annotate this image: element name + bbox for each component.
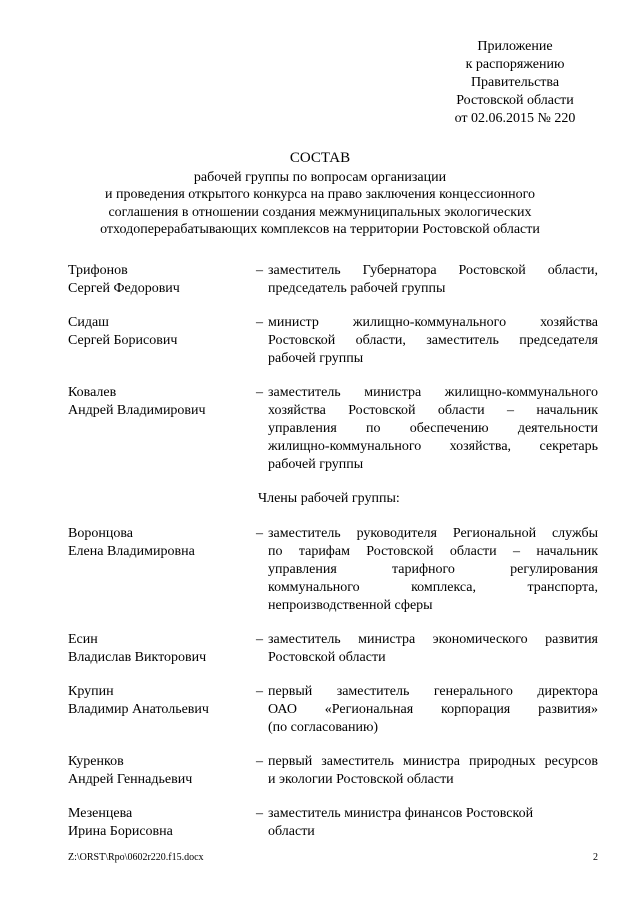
role-line: министр жилищно-коммунального хозяйства xyxy=(268,315,598,330)
file-path: Z:\ORST\Rpo\0602r220.f15.docx xyxy=(68,852,204,863)
member-given-name: Владимир Анатольевич xyxy=(68,702,209,717)
dash: – xyxy=(256,806,263,821)
member-row xyxy=(68,753,598,789)
dash: – xyxy=(256,385,263,400)
member-role xyxy=(268,805,598,841)
member-row xyxy=(68,314,598,368)
member-given-name: Елена Владимировна xyxy=(68,544,195,559)
member-given-name: Сергей Федорович xyxy=(68,281,180,296)
role-line: коммунального комплекса, транспорта, xyxy=(268,580,598,595)
role-line: управления тарифного регулирования xyxy=(268,562,598,577)
member-role xyxy=(268,631,598,667)
role-line: (по согласованию) xyxy=(268,720,379,735)
member-surname: Сидаш xyxy=(68,315,109,330)
member-row xyxy=(68,262,598,298)
dash: – xyxy=(256,263,263,278)
document-title: СОСТАВ xyxy=(289,150,351,166)
member-row xyxy=(68,805,598,841)
page-footer xyxy=(68,852,598,863)
role-line: рабочей группы xyxy=(268,351,364,366)
role-line: Ростовской области xyxy=(268,650,386,665)
members-subheading: Члены рабочей группы: xyxy=(258,491,400,506)
member-role xyxy=(268,314,598,368)
member-role xyxy=(268,753,598,789)
member-name xyxy=(68,805,256,841)
member-name xyxy=(68,314,256,368)
role-line: заместитель руководителя Региональной службы xyxy=(268,526,598,541)
heading-line: рабочей группы по вопросам организации xyxy=(193,169,447,185)
role-line: непроизводственной сферы xyxy=(268,598,433,613)
role-line: хозяйства Ростовской области – начальник xyxy=(268,403,598,418)
member-row xyxy=(68,525,598,615)
member-row xyxy=(68,683,598,737)
member-given-name: Ирина Борисовна xyxy=(68,824,173,839)
member-surname: Ковалев xyxy=(68,385,117,400)
appendix-line: Приложение xyxy=(477,39,553,54)
member-given-name: Владислав Викторович xyxy=(68,650,207,665)
role-line: заместитель министра экономического развития xyxy=(268,632,598,647)
member-role xyxy=(268,525,598,615)
member-role xyxy=(268,384,598,474)
member-role xyxy=(268,262,598,298)
role-line: по тарифам Ростовской области – начальник xyxy=(268,544,598,559)
dash: – xyxy=(256,315,263,330)
appendix-line: Ростовской области xyxy=(456,93,574,108)
member-name xyxy=(68,262,256,298)
role-line: управления по обеспечению деятельности xyxy=(268,421,598,436)
member-name xyxy=(68,683,256,737)
dash: – xyxy=(256,754,263,769)
member-name xyxy=(68,525,256,615)
page-number: 2 xyxy=(593,852,598,863)
heading-line: отходоперерабатывающих комплексов на территории Ростовской области xyxy=(100,222,540,237)
role-line: Ростовской области, заместитель председателя xyxy=(268,333,598,348)
member-role xyxy=(268,683,598,737)
role-line: рабочей группы xyxy=(268,457,364,472)
role-line: заместитель министра финансов Ростовской xyxy=(268,806,534,821)
document-heading xyxy=(60,150,580,239)
appendix-line: от 02.06.2015 № 220 xyxy=(454,111,576,126)
role-line: и экологии Ростовской области xyxy=(268,772,454,787)
member-name xyxy=(68,384,256,474)
role-line: первый заместитель министра природных ресурсов xyxy=(268,754,598,769)
dash: – xyxy=(256,526,263,541)
member-surname: Трифонов xyxy=(68,263,128,278)
role-line: жилищно-коммунального хозяйства, секретарь xyxy=(268,439,598,454)
member-given-name: Андрей Геннадьевич xyxy=(68,772,193,787)
member-row xyxy=(68,631,598,667)
role-line: заместитель Губернатора Ростовской области, xyxy=(268,263,598,278)
appendix-line: Правительства xyxy=(470,75,560,90)
appendix-line: к распоряжению xyxy=(465,57,565,72)
member-surname: Мезенцева xyxy=(68,806,133,821)
role-line: заместитель министра жилищно-коммунального xyxy=(268,385,598,400)
role-line: председатель рабочей группы xyxy=(268,281,446,296)
role-line: первый заместитель генерального директора xyxy=(268,684,598,699)
dash: – xyxy=(256,632,263,647)
member-surname: Воронцова xyxy=(68,526,133,541)
member-surname: Есин xyxy=(68,632,98,647)
appendix-block xyxy=(420,38,610,128)
member-row xyxy=(68,384,598,474)
members-list xyxy=(68,262,598,841)
member-surname: Куренков xyxy=(68,754,124,769)
role-line: области xyxy=(268,824,315,839)
member-surname: Крупин xyxy=(68,684,114,699)
dash: – xyxy=(256,684,263,699)
member-name xyxy=(68,753,256,789)
member-given-name: Сергей Борисович xyxy=(68,333,178,348)
member-given-name: Андрей Владимирович xyxy=(68,403,206,418)
heading-line: и проведения открытого конкурса на право заключения концессионного xyxy=(104,187,536,202)
role-line: ОАО «Региональная корпорация развития» xyxy=(268,702,598,717)
heading-line: соглашения в отношении создания межмуниципальных экологических xyxy=(108,204,532,220)
member-name xyxy=(68,631,256,667)
